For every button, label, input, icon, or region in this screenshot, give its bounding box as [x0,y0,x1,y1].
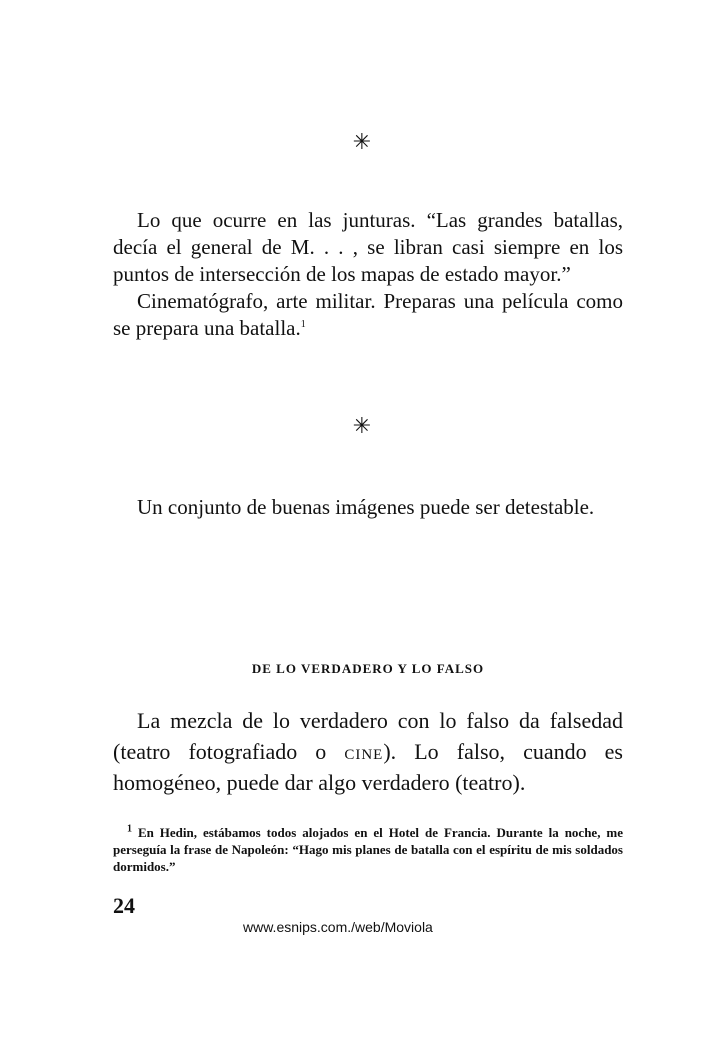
paragraph [113,705,623,798]
chapter-heading: DE LO VERDADERO Y LO FALSO [251,661,485,676]
footnote [113,824,623,875]
paragraph [113,288,623,342]
section-separator-star: ✳ [352,130,372,155]
section-1-text [113,207,623,342]
section-2-text [113,494,623,521]
watermark-url: www.esnips.com./web/Moviola [243,919,433,935]
paragraph-text: Cinematógrafo, arte militar. Preparas una película como se prepara una batalla. [113,289,623,340]
paragraph-text: Un conjunto de buenas imágenes puede ser detestable. [137,495,595,519]
footnote-paragraph [113,824,623,875]
paragraph [113,494,623,521]
section-separator-star: ✳ [352,414,372,439]
page-number: 24 [113,893,135,918]
paragraph-text: La mezcla de lo verdadero con lo falso da falsedad (teatro fotografiado o [113,708,623,764]
paragraph [113,207,623,288]
paragraph-text: Lo que ocurre en las junturas. “Las grandes batallas, decía el general de M. . . , se libran casi siempre en los puntos de intersección de los mapas de estado mayor.” [113,208,623,286]
chapter-body-text [113,705,623,798]
footnote-number: 1 [127,823,132,835]
small-caps-word: cine [344,739,384,764]
footnote-marker: 1 [300,319,306,330]
footnote-text: En Hedin, estábamos todos alojados en el Hotel de Francia. Durante la noche, me perseguía la frase de Napoleón: “Hago mis planes de batalla con el espíritu de mis soldados dormidos.” [113,825,623,874]
paragraph-text: ). Lo falso, cuando es homogéneo, puede dar algo verdadero (teatro). [113,739,623,795]
